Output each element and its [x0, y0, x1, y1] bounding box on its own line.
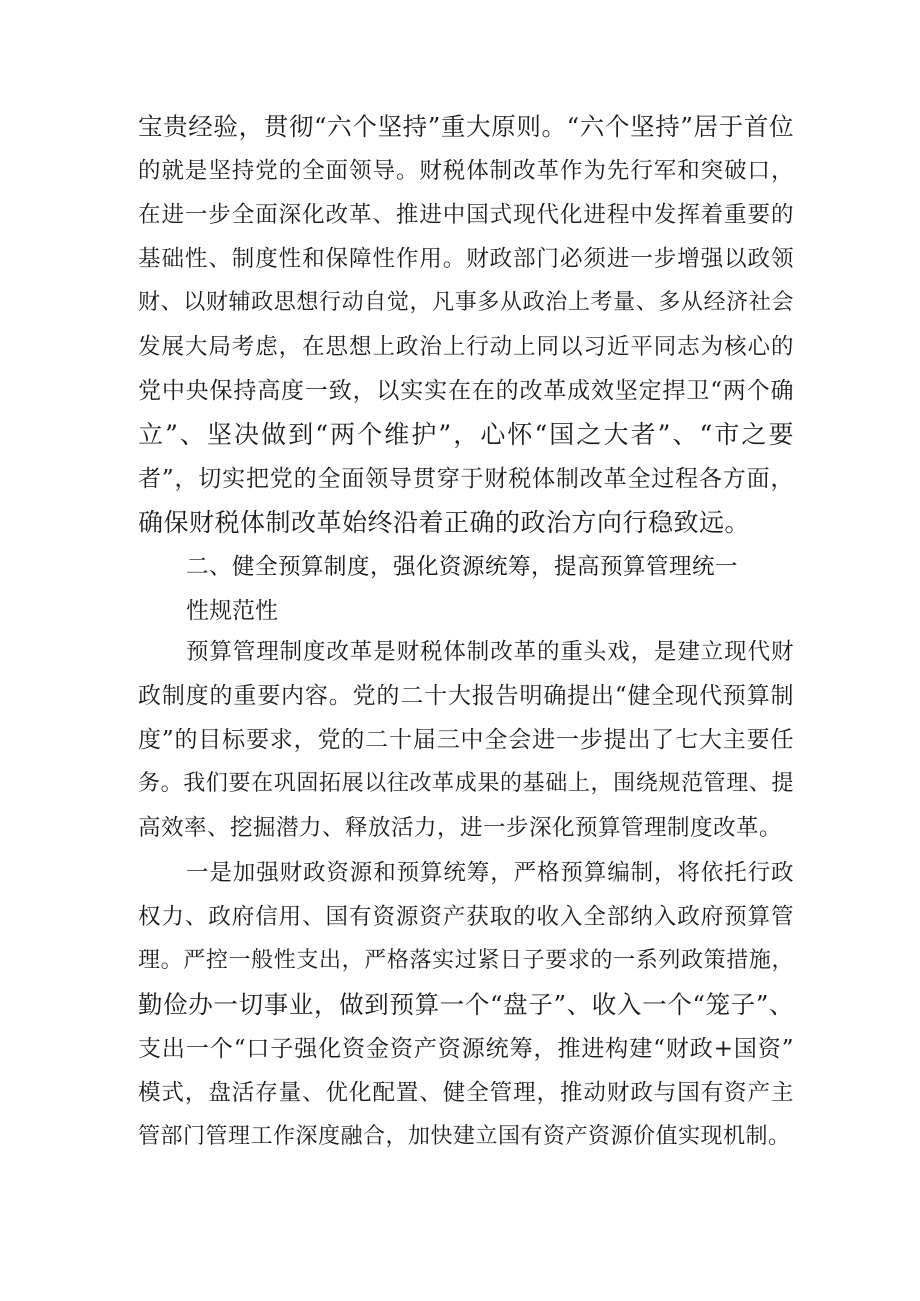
text-line: 管部门管理工作深度融合，加快建立国有资产资源价值实现机制。 [138, 1124, 791, 1149]
text-line: 政制度的重要内容。党的二十大报告明确提出“健全现代预算制 [138, 683, 794, 709]
text-line: 宝贵经验，贯彻“六个坚持”重大原则。“六个坚持”居于首位 [138, 112, 794, 141]
section-heading-continuation: 性规范性 [186, 598, 278, 624]
text-line: 的就是坚持党的全面领导。财税体制改革作为先行军和突破口， [138, 158, 794, 184]
text-line: 在进一步全面深化改革、推进中国式现代化进程中发挥着重要的 [138, 202, 794, 228]
text-line: 支出一个“口子强化资金资产资源统筹，推进构建“财政+国资” [138, 1036, 794, 1062]
text-line: 勤俭办一切事业，做到预算一个“盘子”、收入一个“笼子”、 [138, 990, 794, 1019]
section-heading-title: 二、健全预算制度，强化资源统筹，提高预算管理统一 [186, 554, 739, 580]
text-line: 务。我们要在巩固拓展以往改革成果的基础上，围绕规范管理、提 [138, 771, 794, 796]
text-line: 预算管理制度改革是财税体制改革的重头戏，是建立现代财 [186, 639, 794, 665]
text-line: 发展大局考虑，在思想上政治上行动上同以习近平同志为核心的 [138, 334, 794, 360]
text-line: 确保财税体制改革始终沿着正确的政治方向行稳致远。 [138, 508, 751, 537]
text-line: 者”，切实把党的全面领导贯穿于财税体制改革全过程各方面， [138, 466, 794, 492]
text-line: 立”、坚决做到“两个维护”，心怀“国之大者”、“市之要 [138, 420, 794, 449]
text-line: 高效率、挖掘潜力、释放活力，进一步深化预算管理制度改革。 [138, 815, 783, 841]
text-line: 度”的目标要求，党的二十届三中全会进一步提出了七大主要任 [138, 727, 794, 753]
text-line: 财、以财辅政思想行动自觉，凡事多从政治上考量、多从经济社会 [138, 290, 794, 315]
text-line: 一是加强财政资源和预算统筹，严格预算编制，将依托行政 [186, 860, 794, 886]
text-line: 理。严控一般性支出，严格落实过紧日子要求的一系列政策措施， [138, 948, 794, 973]
text-line: 权力、政府信用、国有资源资产获取的收入全部纳入政府预算管 [138, 904, 794, 930]
text-line: 基础性、制度性和保障性作用。财政部门必须进一步增强以政领 [138, 246, 794, 272]
text-line: 模式，盘活存量、优化配置、健全管理，推动财政与国有资产主 [138, 1080, 794, 1106]
text-line: 党中央保持高度一致，以实实在在的改革成效坚定捍卫“两个确 [138, 378, 794, 404]
